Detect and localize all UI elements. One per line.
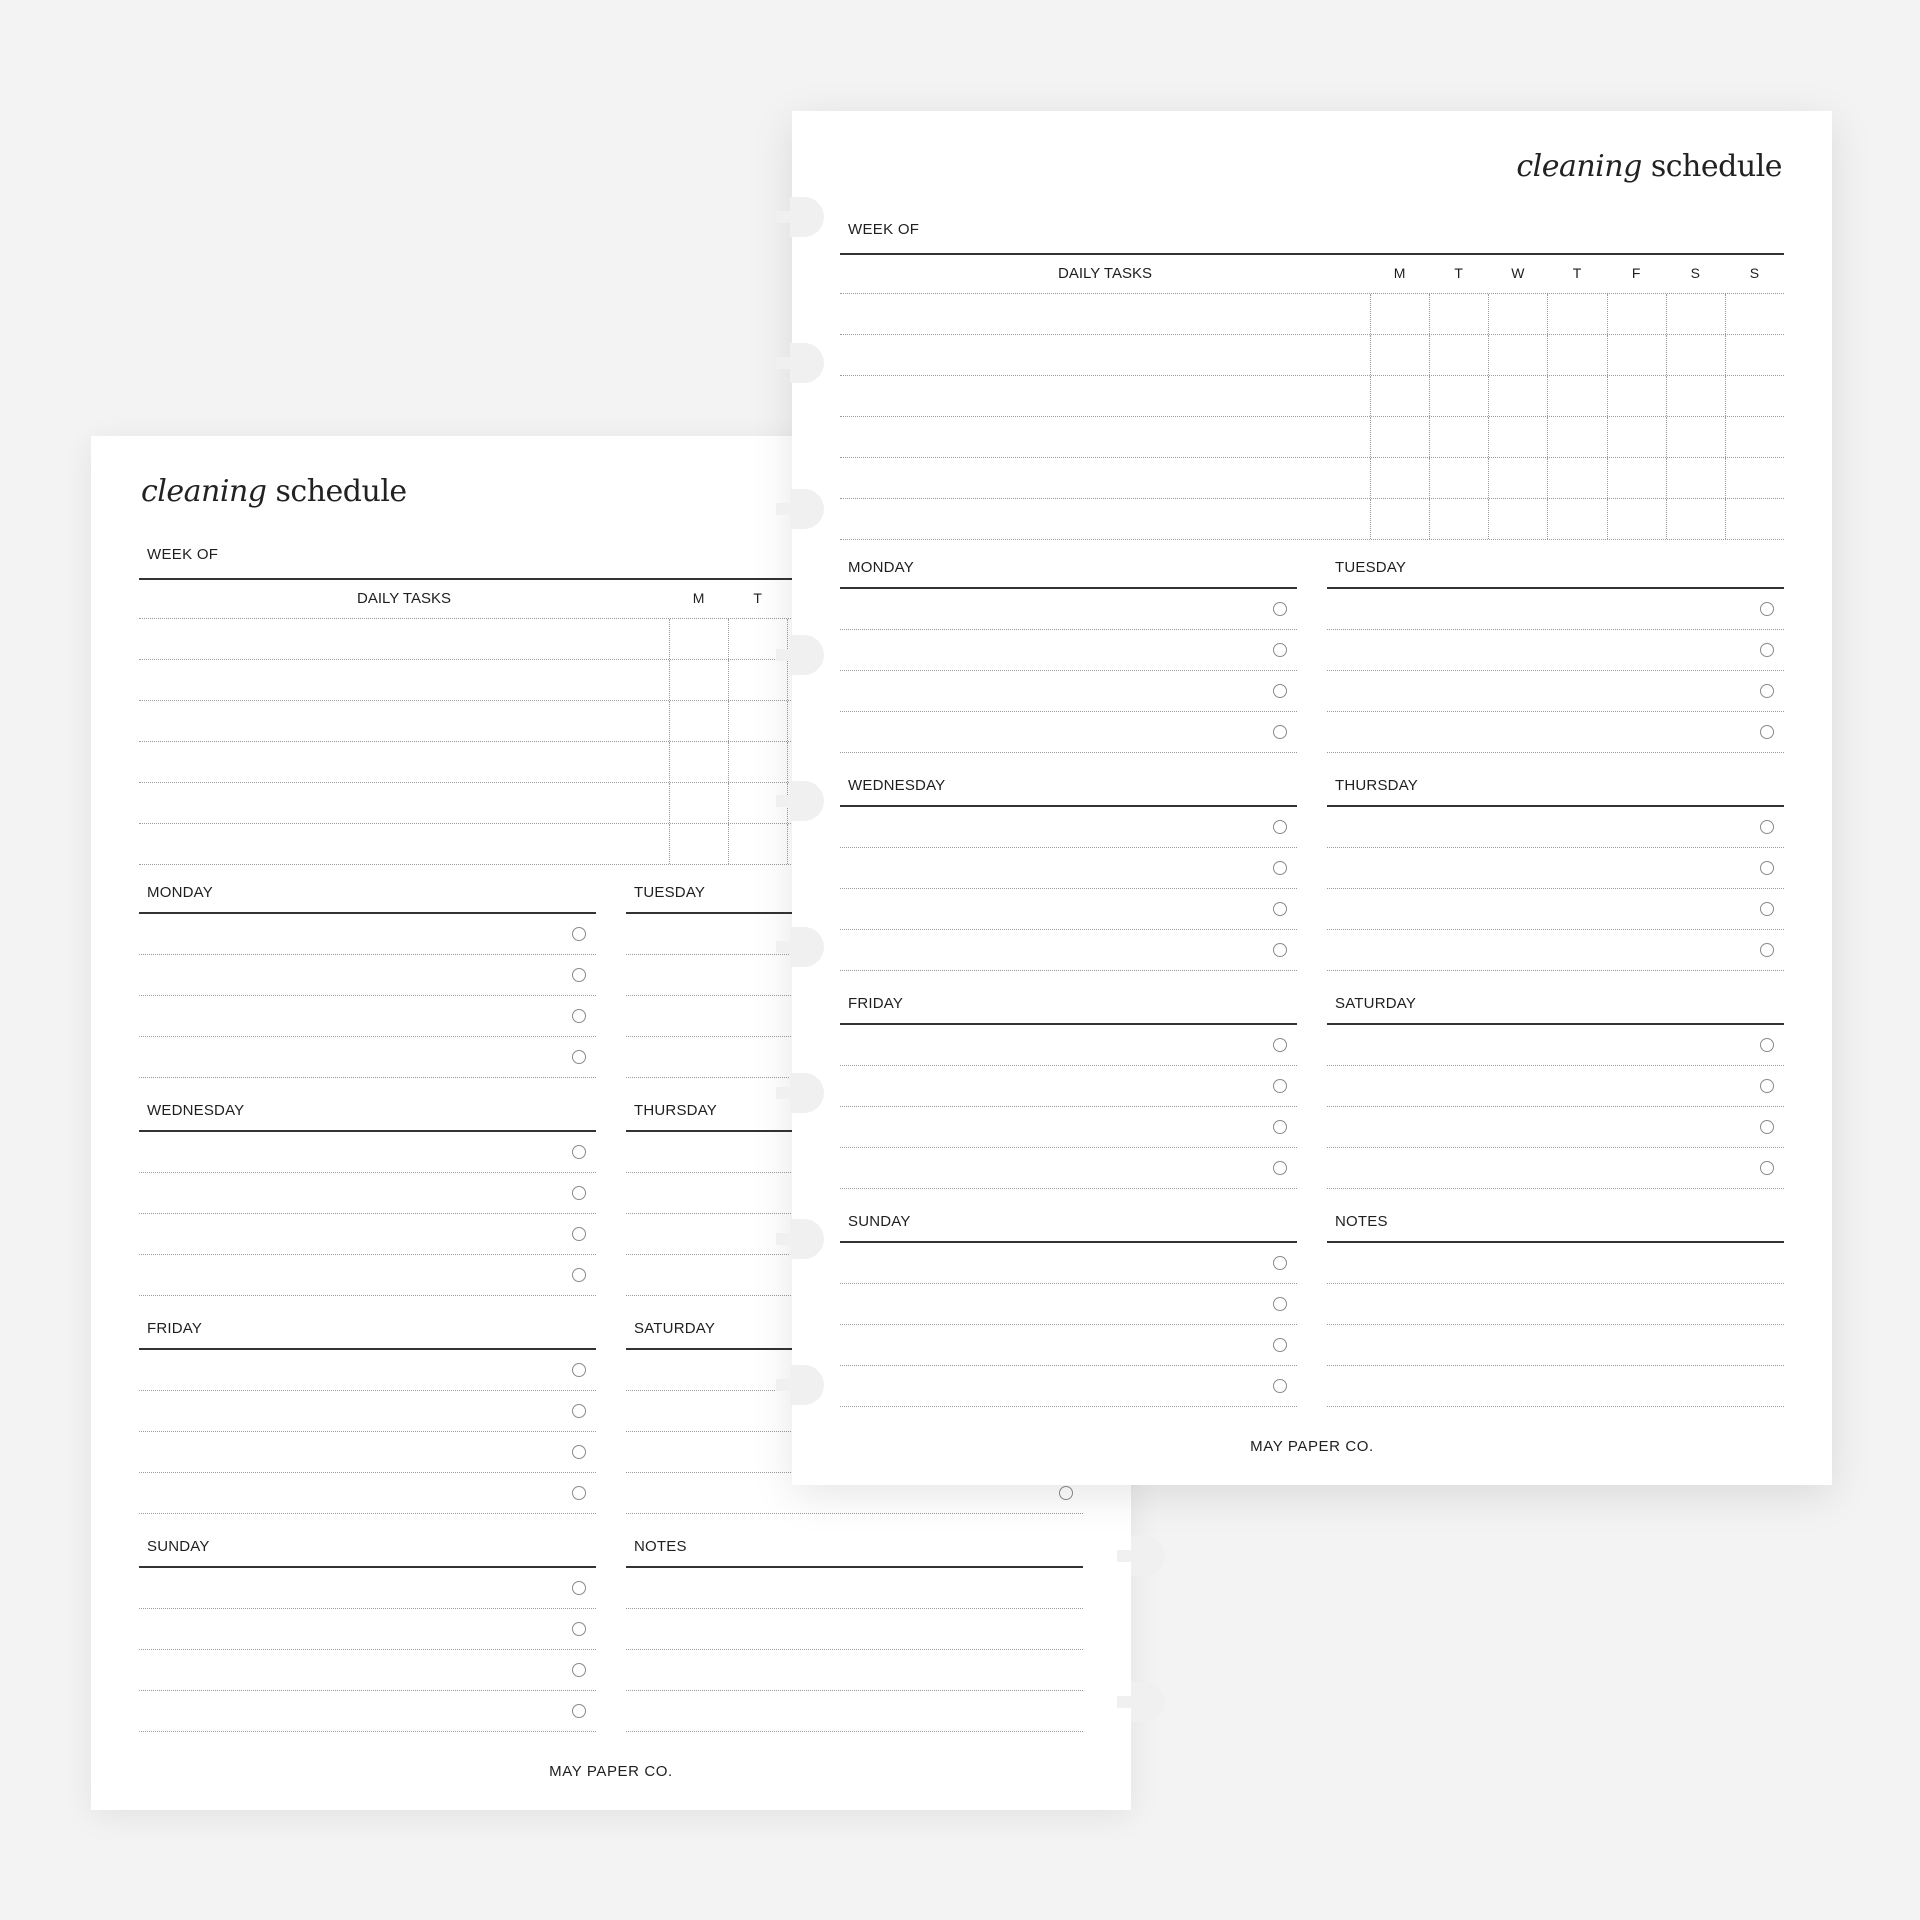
task-line[interactable] — [840, 1025, 1297, 1066]
day-check-cell[interactable] — [1370, 417, 1429, 457]
day-check-cell[interactable] — [1666, 335, 1725, 375]
task-line[interactable] — [1327, 712, 1784, 753]
section-heading — [626, 1530, 1083, 1568]
day-check-cell[interactable] — [1488, 417, 1547, 457]
weekday-initial: S — [1690, 265, 1700, 281]
checkbox-circle-icon[interactable] — [1273, 902, 1287, 916]
task-line[interactable] — [1327, 671, 1784, 712]
checkbox-circle-icon[interactable] — [572, 927, 586, 941]
task-line[interactable] — [1327, 630, 1784, 671]
checkbox-circle-icon[interactable] — [572, 1581, 586, 1595]
checkbox-circle-icon[interactable] — [572, 1445, 586, 1459]
notes-line[interactable] — [626, 1568, 1083, 1609]
day-check-cell[interactable] — [1370, 499, 1429, 539]
section-notes — [626, 1530, 1083, 1748]
day-check-cell[interactable] — [669, 660, 728, 700]
section-heading — [139, 876, 596, 914]
checkbox-cells — [1370, 499, 1784, 539]
page-title — [141, 474, 407, 509]
checkbox-circle-icon[interactable] — [572, 1145, 586, 1159]
checkbox-circle-icon[interactable] — [1760, 1079, 1774, 1093]
task-line[interactable] — [840, 1107, 1297, 1148]
daily-tasks-label: DAILY TASKS — [357, 590, 451, 607]
weekday-initial: S — [1749, 265, 1760, 281]
section-tuesday — [1327, 551, 1784, 769]
checkbox-circle-icon[interactable] — [572, 1486, 586, 1500]
task-line[interactable] — [1327, 1107, 1784, 1148]
task-line[interactable] — [1327, 930, 1784, 971]
notes-line[interactable] — [626, 1691, 1083, 1732]
day-check-cell[interactable] — [1547, 376, 1606, 416]
day-check-cell[interactable] — [728, 701, 787, 741]
section-heading — [840, 769, 1297, 807]
task-line[interactable] — [840, 1066, 1297, 1107]
section-heading — [139, 1094, 596, 1132]
daily-task-row[interactable] — [840, 376, 1784, 417]
weekday-initial: T — [753, 590, 762, 606]
weekday-initial: M — [692, 590, 705, 606]
day-check-cell[interactable] — [1607, 294, 1666, 334]
checkbox-circle-icon[interactable] — [1273, 1297, 1287, 1311]
checkbox-circle-icon[interactable] — [1760, 684, 1774, 698]
day-check-cell[interactable] — [1370, 294, 1429, 334]
section-label: NOTES — [634, 1538, 687, 1555]
daily-tasks-header — [840, 255, 1784, 294]
daily-tasks-table — [840, 255, 1784, 540]
day-check-cell[interactable] — [1370, 376, 1429, 416]
task-line[interactable] — [840, 930, 1297, 971]
checkbox-circle-icon[interactable] — [572, 968, 586, 982]
section-monday — [840, 551, 1297, 769]
binder-disc-tab — [790, 197, 824, 237]
daily-task-row[interactable] — [840, 499, 1784, 540]
week-of-label: WEEK OF — [147, 546, 219, 563]
daily-tasks-label: DAILY TASKS — [1058, 265, 1152, 282]
section-saturday — [1327, 987, 1784, 1205]
task-line[interactable] — [840, 848, 1297, 889]
day-check-cell[interactable] — [1547, 499, 1606, 539]
day-check-cell[interactable] — [1488, 499, 1547, 539]
front-planner-sheet — [792, 111, 1832, 1485]
checkbox-circle-icon[interactable] — [1760, 725, 1774, 739]
checkbox-circle-icon[interactable] — [572, 1227, 586, 1241]
task-line[interactable] — [840, 1366, 1297, 1407]
task-line[interactable] — [840, 807, 1297, 848]
day-check-cell[interactable] — [1429, 417, 1488, 457]
checkbox-cells — [1370, 417, 1784, 457]
day-check-cell[interactable] — [1725, 294, 1784, 334]
day-check-cell[interactable] — [1607, 417, 1666, 457]
task-line[interactable] — [139, 1691, 596, 1732]
checkbox-circle-icon[interactable] — [1273, 725, 1287, 739]
title-regular: schedule — [266, 474, 407, 509]
day-check-cell[interactable] — [1725, 499, 1784, 539]
checkbox-circle-icon[interactable] — [572, 1622, 586, 1636]
section-label: TUESDAY — [1335, 559, 1407, 576]
task-line[interactable] — [139, 1214, 596, 1255]
section-friday — [840, 987, 1297, 1205]
section-heading — [139, 1312, 596, 1350]
binder-disc-tab — [790, 635, 824, 675]
section-heading — [1327, 769, 1784, 807]
section-heading — [139, 1530, 596, 1568]
section-notes — [1327, 1205, 1784, 1423]
day-check-cell[interactable] — [1547, 417, 1606, 457]
checkbox-circle-icon[interactable] — [572, 1363, 586, 1377]
section-label: WEDNESDAY — [848, 777, 946, 794]
notes-line[interactable] — [626, 1650, 1083, 1691]
checkbox-circle-icon[interactable] — [1760, 820, 1774, 834]
section-label: TUESDAY — [634, 884, 706, 901]
section-friday — [139, 1312, 596, 1530]
day-check-cell[interactable] — [1488, 376, 1547, 416]
checkbox-circle-icon[interactable] — [1273, 943, 1287, 957]
task-line[interactable] — [840, 671, 1297, 712]
checkbox-circle-icon[interactable] — [572, 1009, 586, 1023]
checkbox-circle-icon[interactable] — [1273, 1079, 1287, 1093]
notes-line[interactable] — [1327, 1243, 1784, 1284]
binder-disc-tab — [1131, 1682, 1165, 1722]
day-check-cell[interactable] — [1607, 499, 1666, 539]
checkbox-circle-icon[interactable] — [1760, 1120, 1774, 1134]
binder-disc-tab — [790, 781, 824, 821]
notes-line[interactable] — [626, 1609, 1083, 1650]
section-wednesday — [840, 769, 1297, 987]
section-label: WEDNESDAY — [147, 1102, 245, 1119]
checkbox-circle-icon[interactable] — [572, 1704, 586, 1718]
binder-disc-tab — [790, 1219, 824, 1259]
day-check-cell[interactable] — [1429, 376, 1488, 416]
page-title — [1516, 149, 1782, 184]
task-line[interactable] — [840, 1325, 1297, 1366]
checkbox-circle-icon[interactable] — [572, 1268, 586, 1282]
day-check-cell[interactable] — [1725, 376, 1784, 416]
task-line[interactable] — [139, 1650, 596, 1691]
day-check-cell[interactable] — [1370, 335, 1429, 375]
brand-footer: MAY PAPER CO. — [1250, 1438, 1374, 1455]
day-sections-grid — [840, 551, 1784, 1423]
task-line[interactable] — [139, 1609, 596, 1650]
checkbox-circle-icon[interactable] — [1760, 902, 1774, 916]
section-heading — [840, 551, 1297, 589]
day-check-cell[interactable] — [1488, 294, 1547, 334]
section-sunday — [840, 1205, 1297, 1423]
task-line[interactable] — [1327, 889, 1784, 930]
day-check-cell[interactable] — [1666, 294, 1725, 334]
checkbox-circle-icon[interactable] — [1760, 861, 1774, 875]
task-line[interactable] — [840, 712, 1297, 753]
checkbox-circle-icon[interactable] — [1273, 820, 1287, 834]
checkbox-circle-icon[interactable] — [1760, 643, 1774, 657]
day-check-cell[interactable] — [1429, 458, 1488, 498]
task-line[interactable] — [1327, 848, 1784, 889]
day-check-cell[interactable] — [669, 619, 728, 659]
section-heading — [1327, 1205, 1784, 1243]
task-line[interactable] — [139, 1037, 596, 1078]
day-check-cell[interactable] — [1725, 417, 1784, 457]
section-wednesday — [139, 1094, 596, 1312]
weekday-initial: T — [1572, 265, 1582, 281]
task-line[interactable] — [1327, 1025, 1784, 1066]
section-heading — [1327, 551, 1784, 589]
checkbox-circle-icon[interactable] — [1273, 861, 1287, 875]
day-check-cell[interactable] — [728, 660, 787, 700]
section-label: THURSDAY — [1335, 777, 1418, 794]
day-check-cell[interactable] — [1666, 458, 1725, 498]
checkbox-circle-icon[interactable] — [1273, 1256, 1287, 1270]
task-line[interactable] — [840, 1148, 1297, 1189]
task-line[interactable] — [840, 1243, 1297, 1284]
day-check-cell[interactable] — [1547, 294, 1606, 334]
section-label: SATURDAY — [634, 1320, 716, 1337]
day-check-cell[interactable] — [669, 824, 728, 864]
notes-line[interactable] — [1327, 1325, 1784, 1366]
day-check-cell[interactable] — [1666, 499, 1725, 539]
binder-disc-tab — [790, 927, 824, 967]
checkbox-circle-icon[interactable] — [1273, 1120, 1287, 1134]
checkbox-circle-icon[interactable] — [572, 1663, 586, 1677]
section-label: MONDAY — [147, 884, 213, 901]
section-thursday — [1327, 769, 1784, 987]
checkbox-circle-icon[interactable] — [572, 1404, 586, 1418]
checkbox-cells — [1370, 294, 1784, 334]
notes-line[interactable] — [1327, 1284, 1784, 1325]
day-check-cell[interactable] — [1607, 376, 1666, 416]
day-check-cell[interactable] — [1607, 458, 1666, 498]
section-label: FRIDAY — [848, 995, 904, 1012]
day-check-cell[interactable] — [669, 701, 728, 741]
checkbox-circle-icon[interactable] — [1760, 1038, 1774, 1052]
section-heading — [840, 1205, 1297, 1243]
checkbox-circle-icon[interactable] — [1760, 943, 1774, 957]
title-italic: cleaning — [141, 474, 267, 509]
day-check-cell[interactable] — [1666, 417, 1725, 457]
task-line[interactable] — [1327, 1148, 1784, 1189]
daily-task-row[interactable] — [840, 294, 1784, 335]
task-line[interactable] — [139, 955, 596, 996]
checkbox-circle-icon[interactable] — [1273, 643, 1287, 657]
checkbox-circle-icon[interactable] — [572, 1186, 586, 1200]
section-label: SATURDAY — [1335, 995, 1417, 1012]
brand-footer: MAY PAPER CO. — [549, 1763, 673, 1780]
checkbox-circle-icon[interactable] — [1760, 1161, 1774, 1175]
day-check-cell[interactable] — [1488, 335, 1547, 375]
section-label: NOTES — [1335, 1213, 1388, 1230]
day-check-cell[interactable] — [1547, 335, 1606, 375]
day-check-cell[interactable] — [1370, 458, 1429, 498]
binder-disc-tab — [790, 1073, 824, 1113]
weekday-initial: W — [1511, 265, 1525, 281]
checkbox-circle-icon[interactable] — [1273, 602, 1287, 616]
day-check-cell[interactable] — [1429, 499, 1488, 539]
checkbox-circle-icon[interactable] — [1273, 1338, 1287, 1352]
checkbox-cells — [1370, 335, 1784, 375]
section-label: THURSDAY — [634, 1102, 717, 1119]
day-check-cell[interactable] — [1547, 458, 1606, 498]
day-check-cell[interactable] — [1488, 458, 1547, 498]
section-label: SUNDAY — [848, 1213, 911, 1230]
day-check-cell[interactable] — [728, 824, 787, 864]
daily-task-row[interactable] — [840, 335, 1784, 376]
binder-disc-tab — [1131, 1536, 1165, 1576]
checkbox-circle-icon[interactable] — [572, 1050, 586, 1064]
task-line[interactable] — [1327, 589, 1784, 630]
task-line[interactable] — [139, 1350, 596, 1391]
checkbox-circle-icon[interactable] — [1273, 684, 1287, 698]
checkbox-circle-icon[interactable] — [1273, 1161, 1287, 1175]
checkbox-circle-icon[interactable] — [1273, 1038, 1287, 1052]
binder-disc-tab — [790, 489, 824, 529]
title-regular: schedule — [1641, 149, 1782, 184]
task-line[interactable] — [840, 589, 1297, 630]
checkbox-cells — [1370, 376, 1784, 416]
task-line[interactable] — [139, 1391, 596, 1432]
weekday-initial: T — [1454, 265, 1463, 281]
day-check-cell[interactable] — [1725, 458, 1784, 498]
task-line[interactable] — [139, 1255, 596, 1296]
weekday-header — [1370, 265, 1784, 281]
day-check-cell[interactable] — [669, 742, 728, 782]
task-line[interactable] — [1327, 1066, 1784, 1107]
checkbox-circle-icon[interactable] — [1760, 602, 1774, 616]
day-check-cell[interactable] — [1429, 294, 1488, 334]
week-of-label: WEEK OF — [848, 221, 920, 238]
notes-line[interactable] — [1327, 1366, 1784, 1407]
binder-disc-tab — [790, 1365, 824, 1405]
section-heading — [840, 987, 1297, 1025]
checkbox-circle-icon[interactable] — [1273, 1379, 1287, 1393]
binder-disc-tab — [790, 343, 824, 383]
title-italic: cleaning — [1516, 149, 1642, 184]
task-line[interactable] — [139, 1173, 596, 1214]
task-line[interactable] — [840, 630, 1297, 671]
section-label: SUNDAY — [147, 1538, 210, 1555]
section-label: FRIDAY — [147, 1320, 203, 1337]
task-line[interactable] — [840, 1284, 1297, 1325]
task-line[interactable] — [139, 1432, 596, 1473]
weekday-initial: M — [1393, 265, 1406, 281]
task-line[interactable] — [139, 1473, 596, 1514]
checkbox-cells — [1370, 458, 1784, 498]
day-check-cell[interactable] — [1607, 335, 1666, 375]
section-monday — [139, 876, 596, 1094]
section-heading — [1327, 987, 1784, 1025]
section-label: MONDAY — [848, 559, 914, 576]
task-line[interactable] — [139, 1568, 596, 1609]
day-check-cell[interactable] — [1429, 335, 1488, 375]
task-line[interactable] — [139, 996, 596, 1037]
day-check-cell[interactable] — [1666, 376, 1725, 416]
daily-task-row[interactable] — [840, 417, 1784, 458]
week-of-field[interactable] — [840, 215, 1784, 255]
task-line[interactable] — [1327, 807, 1784, 848]
day-check-cell[interactable] — [1725, 335, 1784, 375]
task-line[interactable] — [139, 1132, 596, 1173]
daily-task-row[interactable] — [840, 458, 1784, 499]
day-check-cell[interactable] — [728, 742, 787, 782]
task-line[interactable] — [840, 889, 1297, 930]
weekday-initial: F — [1631, 265, 1641, 281]
task-line[interactable] — [139, 914, 596, 955]
section-sunday — [139, 1530, 596, 1748]
checkbox-circle-icon[interactable] — [1059, 1486, 1073, 1500]
day-check-cell[interactable] — [669, 783, 728, 823]
